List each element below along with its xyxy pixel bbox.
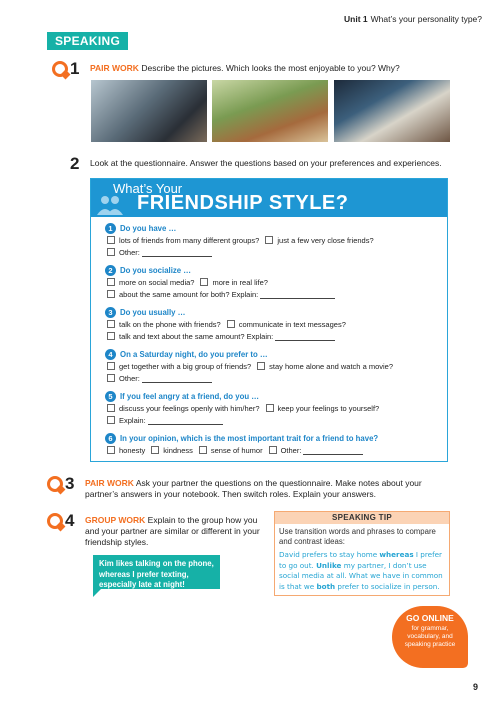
checkbox[interactable] xyxy=(257,362,265,370)
option-label: discuss your feelings openly with him/her? xyxy=(119,403,260,413)
step-instruction xyxy=(85,476,455,500)
step-2 xyxy=(70,156,470,172)
answer-blank[interactable] xyxy=(142,248,212,257)
option-label: more on social media? xyxy=(119,277,195,287)
go-online-title: GO ONLINE xyxy=(406,613,454,623)
option-label: communicate in text messages? xyxy=(238,319,346,329)
tip-body: Use transition words and phrases to compare and contrast ideas: xyxy=(279,527,436,546)
step-number: 4 xyxy=(65,511,75,530)
checkbox[interactable] xyxy=(200,278,208,286)
checkbox[interactable] xyxy=(266,404,274,412)
activity-label: PAIR WORK xyxy=(90,63,139,73)
checkbox[interactable] xyxy=(107,332,115,340)
option-label: honesty xyxy=(119,445,146,455)
question-text: In your opinion, which is the most important trait for a friend to have? xyxy=(120,434,379,443)
question-number: 1 xyxy=(105,223,116,234)
option-label: get together with a big group of friends? xyxy=(119,361,252,371)
unit-title: What’s your personality type? xyxy=(370,14,482,24)
tip-example-text: prefer to socialize in person. xyxy=(335,581,440,591)
option-label: more in real life? xyxy=(212,277,268,287)
step-1 xyxy=(52,61,462,77)
photo-picnic xyxy=(212,80,328,142)
speech-bubble-tail xyxy=(93,589,101,597)
checkbox[interactable] xyxy=(107,278,115,286)
option-label: Other: xyxy=(119,247,140,257)
questionnaire-title: FRIENDSHIP STYLE? xyxy=(137,192,349,214)
questionnaire-banner xyxy=(91,179,447,217)
checkbox[interactable] xyxy=(107,404,115,412)
question-text: Do you have … xyxy=(120,224,177,233)
photo-phone-cafe xyxy=(334,80,450,142)
activity-label: PAIR WORK xyxy=(85,478,134,488)
unit-header xyxy=(344,14,482,24)
tip-example xyxy=(275,547,449,592)
activity-label: GROUP WORK xyxy=(85,515,146,525)
speaking-tip xyxy=(274,511,450,596)
question-text: Do you socialize … xyxy=(120,266,192,275)
question-text: If you feel angry at a friend, do you … xyxy=(120,392,260,401)
friends-icon xyxy=(97,195,123,215)
speaking-icon xyxy=(52,61,68,77)
speaking-icon xyxy=(47,513,63,529)
answer-blank[interactable] xyxy=(260,290,335,299)
instruction-text: Explain to the group how you and your partner are similar or different in your friendship styles. xyxy=(85,515,260,547)
question-number: 5 xyxy=(105,391,116,402)
question-4 xyxy=(105,349,399,384)
checkbox[interactable] xyxy=(269,446,277,454)
tip-example-text: David prefers to stay home xyxy=(279,550,380,559)
checkbox[interactable] xyxy=(107,362,115,370)
question-number: 2 xyxy=(105,265,116,276)
instruction-text: Describe the pictures. Which looks the most enjoyable to you? Why? xyxy=(141,63,400,73)
option-label: Other: xyxy=(280,445,302,455)
question-2 xyxy=(105,265,341,300)
question-number: 3 xyxy=(105,307,116,318)
checkbox[interactable] xyxy=(265,236,273,244)
question-3 xyxy=(105,307,352,342)
tip-keyword: whereas xyxy=(379,550,414,559)
step-number: 1 xyxy=(70,59,80,78)
question-1 xyxy=(105,223,380,258)
option-label: talk on the phone with friends? xyxy=(119,319,221,329)
instruction-text: Ask your partner the questions on the questionnaire. Make notes about your partner’s answers in your notebook. Then switch roles. Explain your answers. xyxy=(85,478,422,499)
step-instruction xyxy=(85,513,265,548)
checkbox[interactable] xyxy=(107,320,115,328)
answer-blank[interactable] xyxy=(303,446,363,455)
checkbox[interactable] xyxy=(151,446,159,454)
option-label: kindness xyxy=(163,445,193,455)
speech-bubble: Kim likes talking on the phone, whereas I prefer texting, especially late at night! xyxy=(93,555,220,589)
option-label: stay home alone and watch a movie? xyxy=(269,361,393,371)
instruction-text: Look at the questionnaire. Answer the questions based on your preferences and experiences. xyxy=(90,158,442,168)
questionnaire xyxy=(90,178,448,462)
question-text: On a Saturday night, do you prefer to … xyxy=(120,350,268,359)
step-4 xyxy=(47,513,272,548)
question-5 xyxy=(105,391,385,426)
answer-blank[interactable] xyxy=(142,374,212,383)
checkbox[interactable] xyxy=(227,320,235,328)
question-text: Do you usually … xyxy=(120,308,186,317)
option-label: Other: xyxy=(119,373,140,383)
speaking-icon xyxy=(47,476,63,492)
tip-keyword: both xyxy=(316,581,336,591)
tip-title: SPEAKING TIP xyxy=(275,512,449,524)
option-label: lots of friends from many different groups? xyxy=(119,235,260,245)
photo-friends-selfie xyxy=(91,80,207,142)
checkbox[interactable] xyxy=(107,290,115,298)
step-3 xyxy=(47,476,457,500)
tip-example-text: my partner, I don’t use social media at all. What we have in common is that we xyxy=(279,560,443,591)
go-online-subtitle: for grammar, vocabulary, and speaking practice xyxy=(404,625,456,648)
option-label: Explain: xyxy=(119,415,146,425)
section-banner: SPEAKING xyxy=(47,32,128,50)
questionnaire-title-small: What’s Your xyxy=(113,181,183,196)
step-number: 3 xyxy=(65,474,75,493)
checkbox[interactable] xyxy=(107,248,115,256)
option-label: just a few very close friends? xyxy=(277,235,374,245)
option-label: sense of humor xyxy=(210,445,263,455)
checkbox[interactable] xyxy=(107,374,115,382)
question-6 xyxy=(105,433,378,456)
question-number: 4 xyxy=(105,349,116,360)
tip-example-text: I prefer to go out. xyxy=(279,550,442,570)
checkbox[interactable] xyxy=(107,416,115,424)
checkbox[interactable] xyxy=(199,446,207,454)
tip-keyword: Unlike xyxy=(316,560,342,570)
step-instruction xyxy=(90,61,400,74)
question-number: 6 xyxy=(105,433,116,444)
unit-label: Unit 1 xyxy=(344,14,368,24)
go-online-badge[interactable] xyxy=(392,606,468,668)
checkbox[interactable] xyxy=(107,446,115,454)
answer-blank[interactable] xyxy=(148,416,223,425)
page-number: 9 xyxy=(472,682,478,692)
option-label: talk and text about the same amount? Explain: xyxy=(119,331,274,341)
option-label: about the same amount for both? Explain: xyxy=(119,289,259,299)
checkbox[interactable] xyxy=(107,236,115,244)
option-label: keep your feelings to yourself? xyxy=(277,403,380,413)
answer-blank[interactable] xyxy=(275,332,335,341)
step-number: 2 xyxy=(70,154,80,173)
